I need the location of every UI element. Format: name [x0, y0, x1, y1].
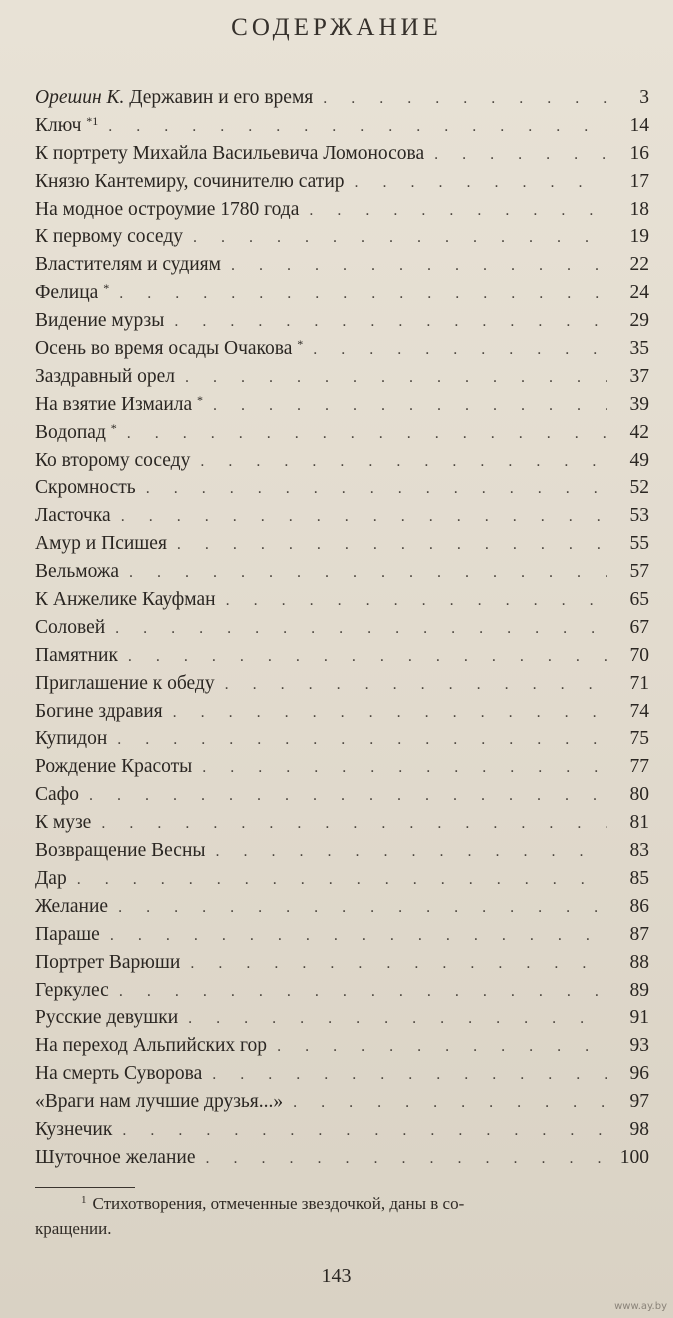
toc-entry-title [35, 670, 215, 698]
toc-entry-text: Памятник [35, 644, 118, 666]
toc-leader-dots [188, 1005, 607, 1033]
toc-entry-title [35, 893, 108, 921]
toc-leader-dots [355, 169, 607, 197]
toc-entry-text: Приглашение к обеду [35, 672, 215, 694]
toc-entry-page: 42 [629, 421, 649, 443]
footnote-text-1: Стихотворения, отмеченные звездочкой, даны в со- [92, 1194, 465, 1213]
toc-entry [35, 474, 649, 502]
footnote [35, 1191, 649, 1241]
toc-entry-title [35, 614, 105, 642]
toc-entry-mark: * [103, 281, 110, 296]
toc-entry-text: Богине здравия [35, 700, 163, 722]
toc-entry-text: На модное остроумие 1780 года [35, 198, 300, 220]
toc-entry-text: Ласточка [35, 505, 111, 527]
toc-entry-text: Сафо [35, 784, 80, 806]
toc-leader-dots [174, 308, 607, 336]
toc-entry-title [35, 1060, 202, 1088]
toc-entry-title [35, 307, 164, 335]
toc-entry [35, 251, 649, 279]
toc-entry [35, 112, 649, 140]
toc-entry-page: 96 [629, 1063, 649, 1085]
toc-entry [35, 949, 649, 977]
toc-entry-text: Соловей [35, 616, 106, 638]
toc-entry-page: 24 [629, 282, 649, 304]
toc-entry [35, 977, 649, 1005]
toc-entry [35, 1032, 649, 1060]
toc-entry [35, 809, 649, 837]
toc-entry-text: Желание [35, 895, 109, 917]
toc-entry-title [35, 112, 98, 140]
toc-leader-dots [173, 699, 607, 727]
toc-entry-title [35, 474, 136, 502]
toc-entry-page: 49 [629, 449, 649, 471]
toc-entry-title [35, 781, 79, 809]
toc-leader-dots [309, 197, 607, 225]
toc-leader-dots [277, 1033, 607, 1061]
toc-leader-dots [128, 643, 607, 671]
toc-entry-text: К первому соседу [35, 226, 183, 248]
toc-entry-text: К Анжелике Кауфман [35, 589, 216, 611]
toc-entry-mark: * [110, 420, 117, 435]
toc-entry-page: 19 [629, 226, 649, 248]
toc-entry-page: 17 [629, 170, 649, 192]
toc-leader-dots [127, 420, 607, 448]
toc-entry-text: Ко второму соседу [35, 449, 191, 471]
toc-entry-page: 89 [629, 979, 649, 1001]
toc-leader-dots [215, 838, 607, 866]
toc-entry-title [35, 447, 190, 475]
page-number: 143 [321, 1265, 352, 1287]
toc-entry-text: Вельможа [35, 561, 120, 583]
toc-entry [35, 837, 649, 865]
toc-entry [35, 196, 649, 224]
toc-entry-text: К портрету Михайла Васильевича Ломоносова [35, 142, 425, 164]
toc-entry [35, 725, 649, 753]
contents-title: СОДЕРЖАНИЕ [231, 14, 442, 41]
toc-entry-title [35, 502, 111, 530]
toc-entry-title [35, 977, 109, 1005]
toc-entry-title [35, 725, 107, 753]
toc-leader-dots [213, 392, 607, 420]
toc-entry-title [35, 251, 221, 279]
toc-leader-dots [202, 754, 607, 782]
toc-entry-text: «Враги нам лучшие друзья...» [35, 1091, 284, 1113]
toc-leader-dots [101, 810, 607, 838]
toc-entry-page: 53 [629, 505, 649, 527]
toc-leader-dots [77, 866, 607, 894]
toc-leader-dots [108, 113, 607, 141]
toc-entry-title [35, 949, 180, 977]
toc-entry [35, 1004, 649, 1032]
toc-entry-page: 75 [629, 728, 649, 750]
toc-entry-title [35, 335, 303, 363]
toc-leader-dots [146, 475, 607, 503]
toc-entry [35, 223, 649, 251]
toc-entry-page: 93 [629, 1035, 649, 1057]
toc-entry-text: К музе [35, 812, 92, 834]
toc-entry-text: Портрет Варюши [35, 951, 181, 973]
toc-entry-text: Геркулес [35, 979, 109, 1001]
toc-entry-title [35, 698, 163, 726]
toc-leader-dots [121, 503, 607, 531]
toc-leader-dots [185, 364, 607, 392]
toc-entry-title [35, 196, 299, 224]
toc-entry-page: 65 [629, 589, 649, 611]
toc-entry [35, 698, 649, 726]
toc-leader-dots [226, 587, 607, 615]
toc-leader-dots [129, 559, 607, 587]
toc-entry-page: 57 [629, 561, 649, 583]
toc-entry-title [35, 642, 118, 670]
toc-entry-text: Кузнечик [35, 1118, 113, 1140]
toc-entry-text: Дар [35, 867, 67, 889]
toc-entry-title [35, 391, 203, 419]
toc-leader-dots [118, 894, 607, 922]
toc-leader-dots [89, 782, 607, 810]
toc-leader-dots [119, 978, 607, 1006]
toc-entry-page: 100 [619, 1146, 649, 1168]
toc-entry-title [35, 419, 117, 447]
toc-entry-page: 37 [629, 365, 649, 387]
toc-entry-page: 86 [629, 895, 649, 917]
toc-entry-page: 18 [629, 198, 649, 220]
toc-leader-dots [190, 950, 607, 978]
toc-entry-page: 29 [629, 310, 649, 332]
toc-entry-text: Русские девушки [35, 1007, 179, 1029]
toc-entry [35, 1060, 649, 1088]
toc-entry [35, 84, 649, 112]
toc-entry-title [35, 921, 100, 949]
toc-entry-page: 91 [629, 1007, 649, 1029]
toc-leader-dots [110, 922, 607, 950]
footnote-rule [35, 1187, 135, 1188]
toc-entry-text: Видение мурзы [35, 310, 165, 332]
toc-entry-page: 98 [629, 1118, 649, 1140]
toc-entry-title [35, 586, 216, 614]
toc-entry [35, 419, 649, 447]
toc-entry [35, 614, 649, 642]
toc-entry-title [35, 1116, 112, 1144]
toc-entry [35, 1116, 649, 1144]
toc-leader-dots [225, 671, 607, 699]
toc-entry-title [35, 837, 205, 865]
toc-entry [35, 307, 649, 335]
toc-entry-text: Заздравный орел [35, 365, 176, 387]
toc-entry-text: Возвращение Весны [35, 840, 206, 862]
toc-entry-title [35, 279, 109, 307]
toc-leader-dots [231, 252, 607, 280]
toc-entry-title [35, 140, 424, 168]
toc-entry-author: Орешин К. [35, 87, 125, 108]
toc-leader-dots [323, 85, 607, 113]
toc-leader-dots [212, 1061, 607, 1089]
toc-leader-dots [293, 1089, 607, 1117]
toc-entry [35, 586, 649, 614]
toc-leader-dots [434, 141, 607, 169]
toc-entry-text: На переход Альпийских гор [35, 1035, 268, 1057]
toc-entry-page: 14 [629, 114, 649, 136]
toc-entry-title [35, 84, 313, 112]
toc-entry-page: 88 [629, 951, 649, 973]
toc-entry-text: Купидон [35, 728, 108, 750]
toc-entry-title [35, 809, 91, 837]
toc-entry-page: 39 [629, 393, 649, 415]
toc-entry-page: 22 [629, 254, 649, 276]
toc-entry-title [35, 865, 67, 893]
toc-leader-dots [193, 224, 607, 252]
toc-entry-text: Державин и его время [129, 87, 314, 108]
toc-entry-page: 70 [629, 644, 649, 666]
toc-entry [35, 391, 649, 419]
toc-entry-page: 55 [629, 533, 649, 555]
toc-entry [35, 502, 649, 530]
toc-entry-mark: * [297, 337, 304, 352]
toc-entry-text: Скромность [35, 477, 136, 499]
footnote-line-1 [35, 1191, 649, 1216]
toc-entry [35, 530, 649, 558]
toc-leader-dots [200, 448, 607, 476]
toc-entry-title [35, 1004, 178, 1032]
toc-entry-title [35, 558, 119, 586]
toc-entry-title [35, 753, 192, 781]
toc-leader-dots [313, 336, 607, 364]
toc-leader-dots [205, 1145, 607, 1173]
toc-entry-page: 97 [629, 1091, 649, 1113]
table-of-contents [35, 84, 649, 1172]
toc-entry-text: Осень во время осады Очакова [35, 338, 293, 360]
toc-leader-dots [122, 1117, 607, 1145]
toc-leader-dots [117, 726, 607, 754]
toc-entry-page: 83 [629, 840, 649, 862]
toc-entry-page: 35 [629, 338, 649, 360]
footnote-line-2: кращении. [35, 1219, 112, 1238]
toc-entry-mark: * [197, 392, 204, 407]
toc-entry [35, 921, 649, 949]
toc-entry [35, 781, 649, 809]
toc-entry [35, 447, 649, 475]
toc-entry-page: 77 [629, 756, 649, 778]
toc-leader-dots [115, 615, 607, 643]
toc-entry [35, 670, 649, 698]
toc-entry-title [35, 530, 167, 558]
toc-entry-text: Ключ [35, 114, 82, 136]
toc-entry-text: Амур и Псишея [35, 533, 167, 555]
footnote-marker: 1 [81, 1194, 87, 1206]
toc-entry-text: Князю Кантемиру, сочинителю сатир [35, 170, 345, 192]
toc-entry-text: Водопад [35, 421, 106, 443]
toc-entry-page: 87 [629, 923, 649, 945]
toc-entry [35, 1144, 649, 1172]
toc-entry-text: Властителям и судиям [35, 254, 221, 276]
watermark: www.ay.by [614, 1301, 667, 1312]
toc-entry-page: 71 [629, 672, 649, 694]
toc-entry-page: 52 [629, 477, 649, 499]
toc-entry-title [35, 223, 183, 251]
toc-entry-page: 81 [629, 812, 649, 834]
toc-entry [35, 558, 649, 586]
toc-leader-dots [119, 280, 607, 308]
toc-entry-title [35, 1144, 195, 1172]
toc-entry-text: На смерть Суворова [35, 1063, 203, 1085]
toc-entry-page: 74 [629, 700, 649, 722]
toc-entry-text: Рождение Красоты [35, 756, 193, 778]
toc-entry [35, 279, 649, 307]
toc-entry-page: 67 [629, 616, 649, 638]
toc-entry [35, 140, 649, 168]
toc-entry-mark: *1 [86, 113, 99, 128]
toc-entry [35, 893, 649, 921]
toc-entry [35, 1088, 649, 1116]
toc-entry-title [35, 363, 175, 391]
toc-entry [35, 865, 649, 893]
toc-entry-page: 3 [639, 87, 649, 108]
toc-entry-text: Фелица [35, 282, 99, 304]
toc-leader-dots [177, 531, 607, 559]
toc-entry [35, 335, 649, 363]
toc-entry [35, 642, 649, 670]
toc-entry-text: Шуточное желание [35, 1146, 196, 1168]
toc-entry [35, 753, 649, 781]
toc-entry [35, 168, 649, 196]
toc-entry-page: 80 [629, 784, 649, 806]
toc-entry-text: На взятие Измаила [35, 393, 193, 415]
toc-entry-text: Параше [35, 923, 100, 945]
toc-entry-title [35, 1032, 267, 1060]
toc-entry-page: 16 [629, 142, 649, 164]
toc-entry-title [35, 1088, 283, 1116]
toc-entry [35, 363, 649, 391]
toc-entry-page: 85 [629, 867, 649, 889]
toc-entry-title [35, 168, 345, 196]
